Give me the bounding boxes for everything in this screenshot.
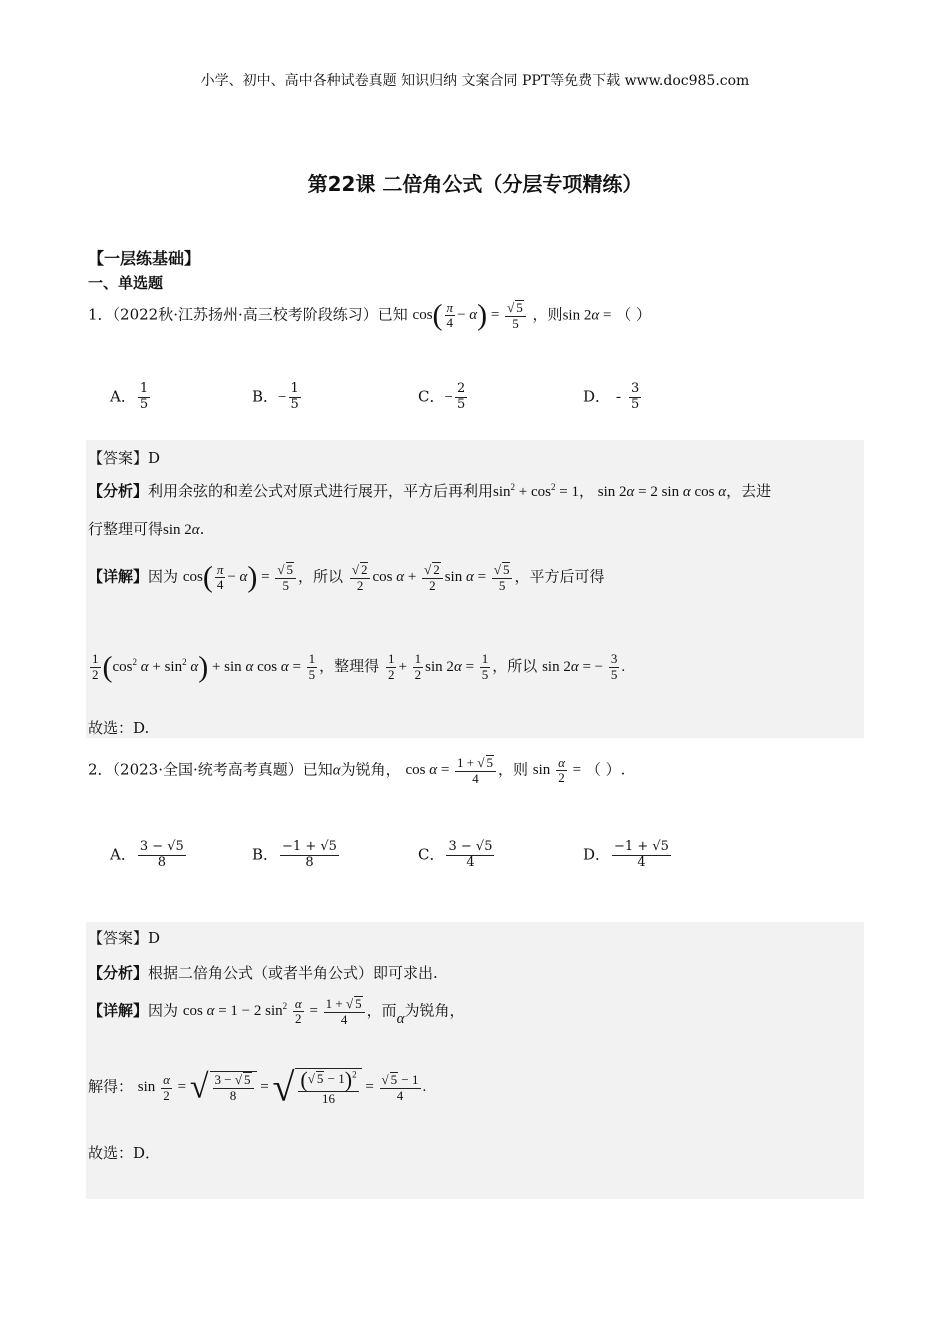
- q2-analysis: 【分析】根据二倍角公式（或者半角公式）即可求出.: [88, 964, 438, 982]
- q1-analysis-cont: 行整理可得sin 2α.: [88, 520, 205, 538]
- q1-option-c[interactable]: C．− $\frac{2}{5}$: [418, 381, 466, 412]
- page-header: 小学、初中、高中各种试卷真题 知识归纳 文案合同 PPT等免费下载 www.doc985.com: [200, 73, 750, 89]
- identity-formula: $\sin^2 + \cos^2 = 1$， sin 2α = 2 sin α cos α: [493, 482, 727, 500]
- question-source: （2022秋·江苏扬州·高三校考阶段练习）已知: [112, 305, 408, 324]
- question-number: 1．: [88, 305, 113, 324]
- q1-answer: 【答案】D: [88, 449, 161, 467]
- q2-solve: 解得： sin $\frac{\alpha}{2}$ = √ $\frac{3 - √ 5}{8}$ = √ $\frac{(√ 5 - 1)^2}{16}$ = $\frac{√ 5 - 1}{4}$ .: [88, 1065, 427, 1110]
- question-2: 2．（2023·全国·统考高考真题）已知α为锐角， cos α = $\frac{1 + √ 5}{4}$ ，则 sin $\frac{\alpha}{2}$ = （ ）.: [88, 754, 626, 786]
- page-title: 第22课 二倍角公式（分层专项精练）: [307, 172, 643, 196]
- q1-choose: 故选：D.: [88, 719, 150, 737]
- q2-option-b[interactable]: B． $\frac{-1 + √5}{8}$: [252, 839, 337, 870]
- q2-option-a[interactable]: A． $\frac{3 - √5}{8}$: [110, 839, 184, 870]
- formula-target: sin 2α =: [562, 307, 612, 324]
- q2-option-c[interactable]: C． $\frac{3 - √5}{4}$: [418, 839, 493, 870]
- q2-detail: 【详解】因为 cos α = 1 − 2 $\sin^2$ $\frac{\alpha}{2}$ = $\frac{1 + √ 5}{4}$ ，而α为锐角，: [88, 995, 465, 1028]
- layer-heading: 【一层练基础】: [88, 249, 201, 268]
- q2-answer: 【答案】D: [88, 929, 161, 947]
- q1-detail-cont: $\frac{1}{2}$ ($\cos^2$ $\alpha + \sin^2 \alpha) + \sin \alpha$ cos α = $\frac{1}{5}$ ，整理得 $\frac{1}{2}$ + $\frac{1}{2}$ sin 2α = $\frac{1}{5}$ ，所以 sin 2α = − $\frac{3}{5}$ .: [92, 650, 626, 684]
- then-text: ，则: [532, 305, 563, 324]
- answer-blank: （ ）: [616, 305, 651, 324]
- question-1: [88, 300, 651, 332]
- q2-choose: 故选：D．: [88, 1144, 161, 1162]
- q1-option-b[interactable]: B．− $\frac{1}{5}$: [252, 381, 299, 412]
- q2-option-d[interactable]: D． $\frac{-1 + √5}{4}$: [583, 839, 669, 870]
- q1-detail: 【详解】因为 cos( $\frac{\pi}{4}$ − α) = $\frac{√ 5}{5}$ ，所以 $\frac{√ 2}{2}$ cos α + $\frac{√ 2}{2}$ sin α = $\frac{√ 5}{5}$ ，平方后可得: [88, 560, 605, 594]
- section-heading: 一、单选题: [88, 274, 164, 292]
- q1-analysis: 【分析】利用余弦的和差公式对原式进行展开，平方后再利用$\sin^2 + \cos^2 = 1$， sin 2α = 2 sin α cos α，去进: [88, 482, 772, 500]
- q1-option-d[interactable]: D． - $\frac{3}{5}$: [583, 381, 640, 412]
- q1-option-a[interactable]: A． $\frac{1}{5}$: [110, 381, 149, 412]
- formula-given: cos( $\frac{\pi}{4}$ − α) = $\frac{√ 5}{5}$: [413, 307, 528, 323]
